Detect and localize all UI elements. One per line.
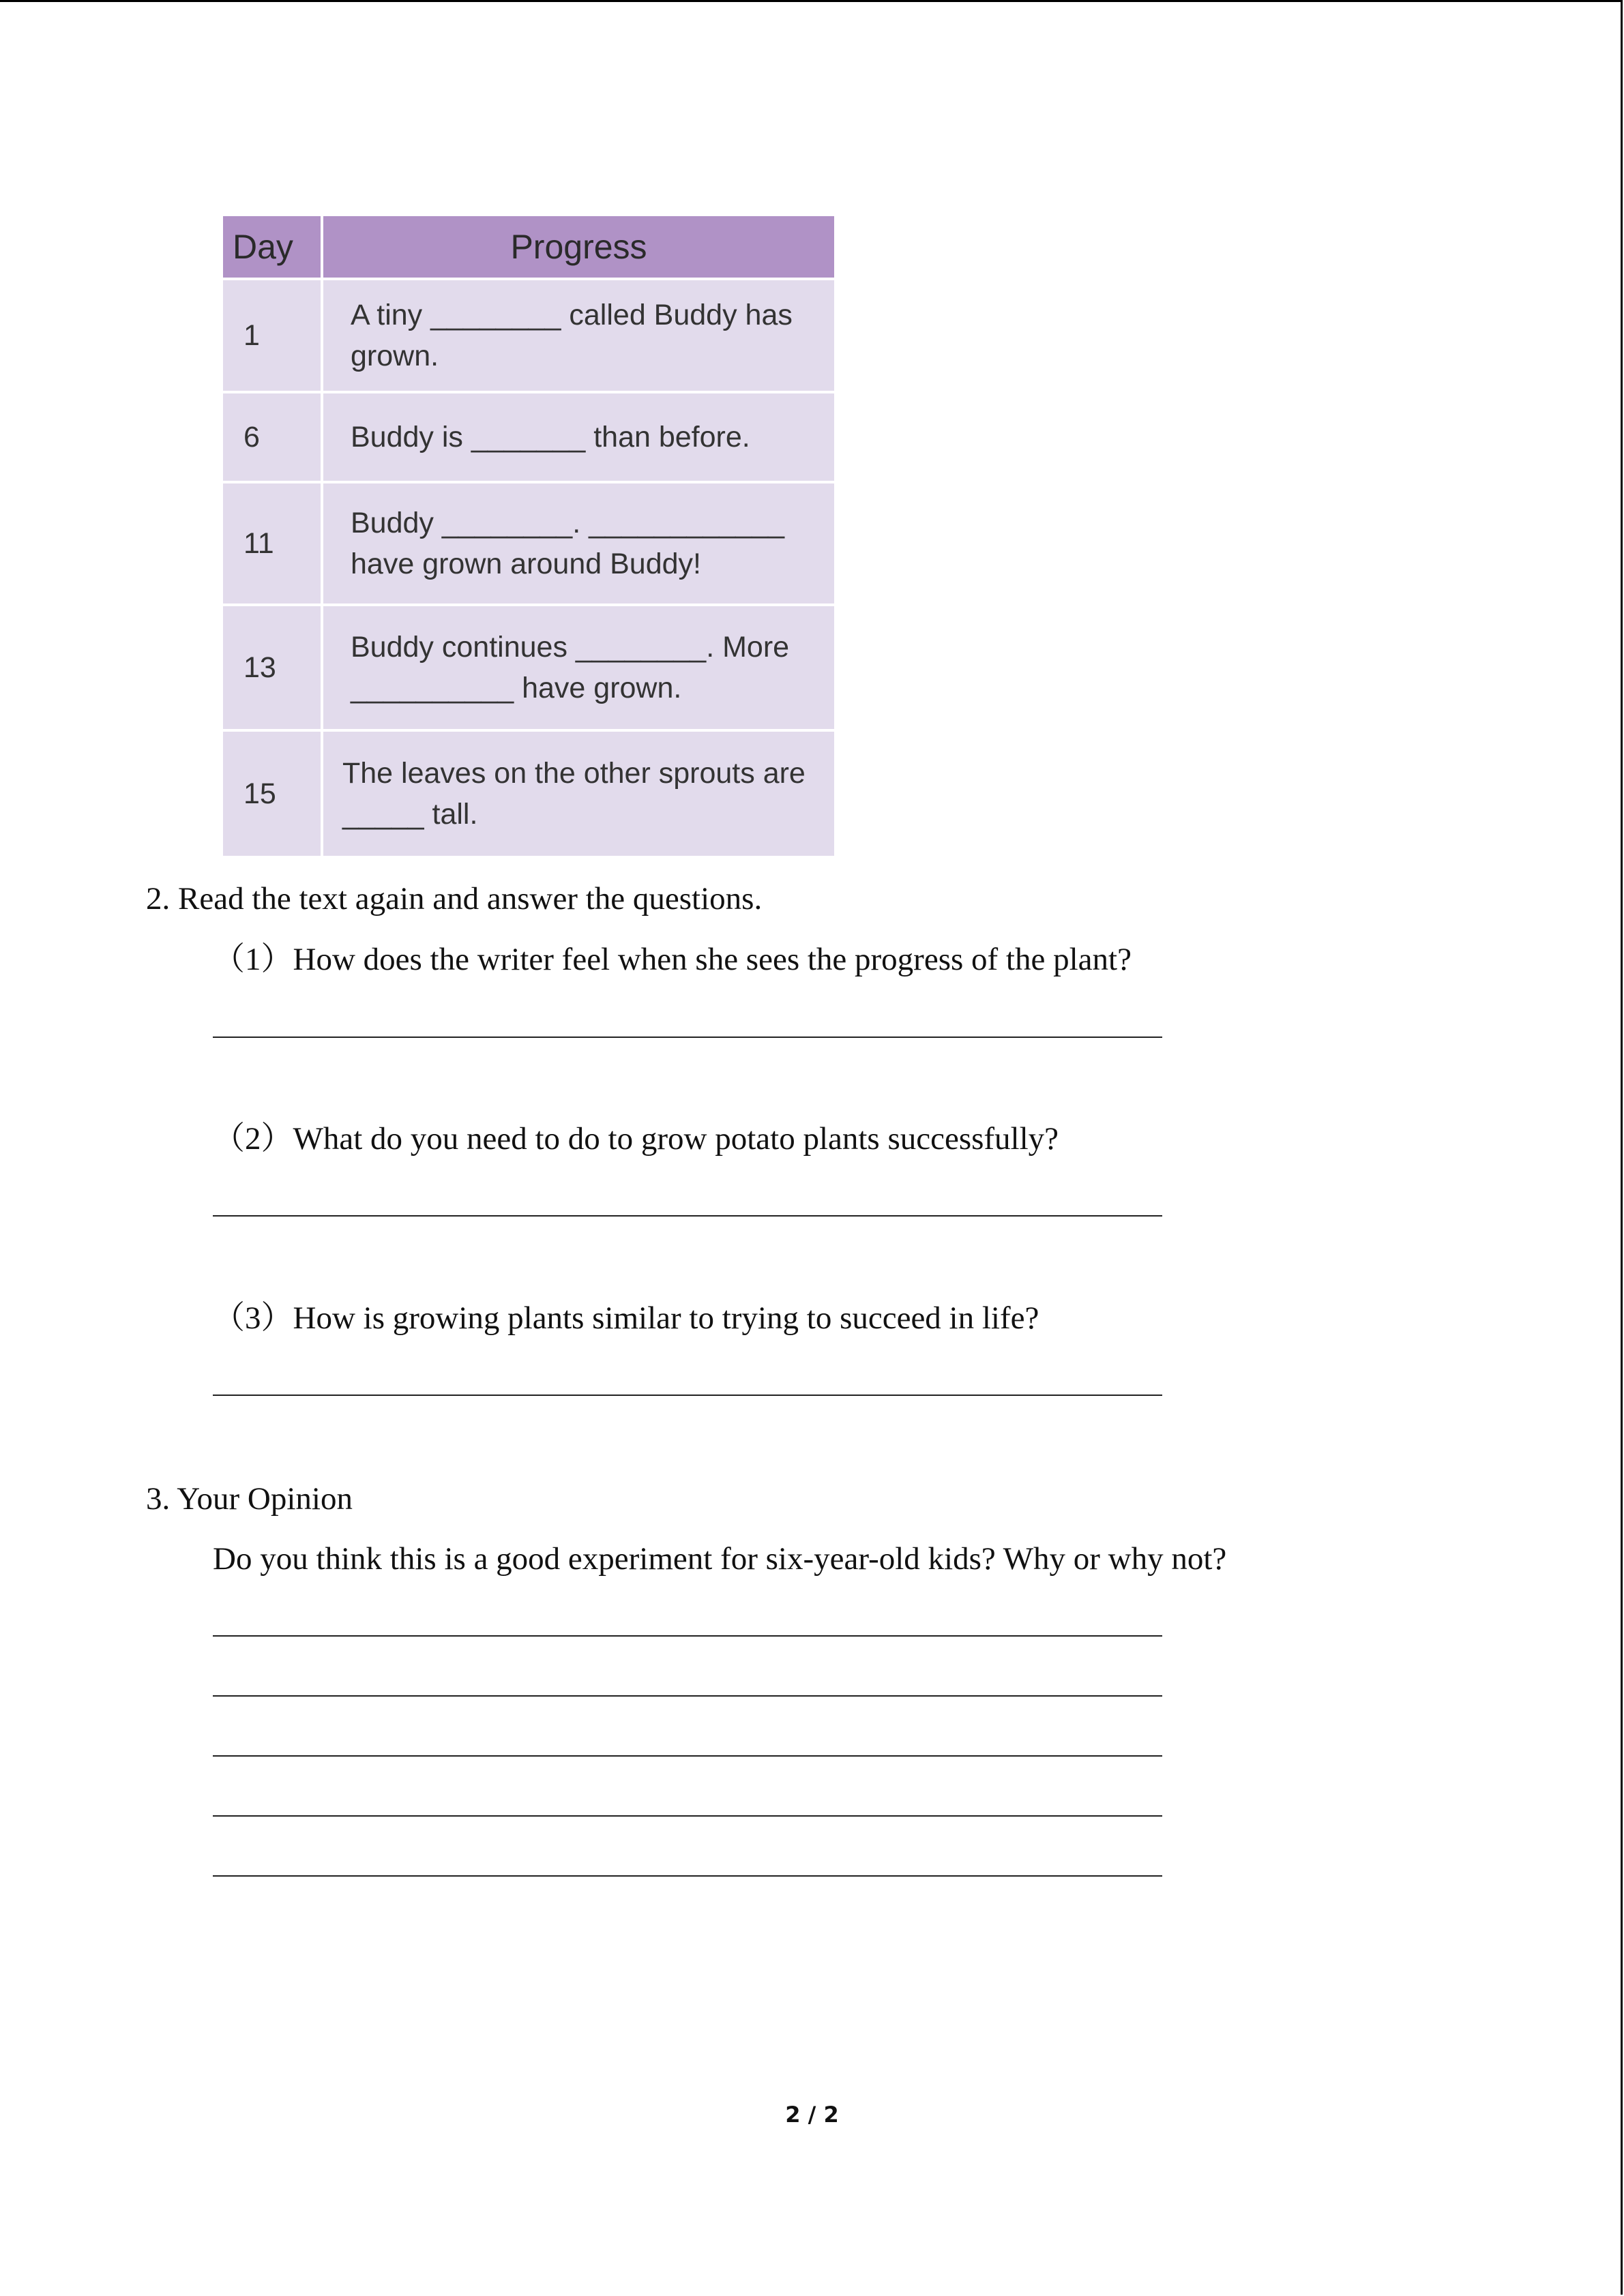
section2-heading: 2. Read the text again and answer the questions.: [146, 881, 763, 916]
progress-cell: [322, 482, 836, 605]
progress-text-line: A tiny ________ called Buddy has: [351, 299, 793, 331]
progress-cell: [322, 392, 836, 482]
progress-cell: [322, 605, 836, 730]
section3-heading: 3. Your Opinion: [146, 1481, 353, 1517]
question-3: （3）How is growing plants similar to trying to succeed in life?: [213, 1300, 1039, 1336]
table-row: [222, 392, 836, 482]
progress-text-line: have grown around Buddy!: [351, 548, 701, 580]
progress-text-line: Buddy continues ________. More: [351, 631, 790, 664]
header-day: Day: [222, 215, 322, 279]
progress-text-line: Buddy ________. ____________: [351, 507, 785, 539]
question-1: （1）How does the writer feel when she sees the progress of the plant?: [213, 942, 1132, 977]
progress-text-line: _____ tall.: [342, 798, 478, 831]
table-row: [222, 730, 836, 857]
progress-table: [220, 213, 837, 859]
opinion-answer-line[interactable]: [213, 1635, 1162, 1637]
day-cell: 13: [222, 605, 322, 730]
table-header-row: [222, 215, 836, 279]
progress-cell: [322, 730, 836, 857]
day-cell: 11: [222, 482, 322, 605]
opinion-answer-line[interactable]: [213, 1815, 1162, 1817]
table-row: [222, 482, 836, 605]
table-row: [222, 605, 836, 730]
day-cell: 15: [222, 730, 322, 857]
page-number: 2 / 2: [785, 2102, 839, 2128]
day-cell: 1: [222, 279, 322, 392]
progress-text-line: grown.: [351, 340, 439, 372]
progress-text-line: The leaves on the other sprouts are: [342, 757, 806, 790]
answer-line-q3[interactable]: [213, 1395, 1162, 1396]
day-cell: 6: [222, 392, 322, 482]
answer-line-q2[interactable]: [213, 1215, 1162, 1217]
header-progress: Progress: [322, 215, 836, 279]
opinion-answer-line[interactable]: [213, 1875, 1162, 1877]
table-row: [222, 279, 836, 392]
progress-cell: [322, 279, 836, 392]
answer-line-q1[interactable]: [213, 1037, 1162, 1038]
progress-text-line: __________ have grown.: [351, 672, 682, 704]
opinion-answer-line[interactable]: [213, 1755, 1162, 1757]
progress-text-line: Buddy is _______ than before.: [351, 421, 750, 453]
question-2: （2）What do you need to do to grow potato plants successfully?: [213, 1121, 1059, 1157]
opinion-answer-line[interactable]: [213, 1695, 1162, 1697]
opinion-prompt: Do you think this is a good experiment for six-year-old kids? Why or why not?: [213, 1541, 1227, 1577]
